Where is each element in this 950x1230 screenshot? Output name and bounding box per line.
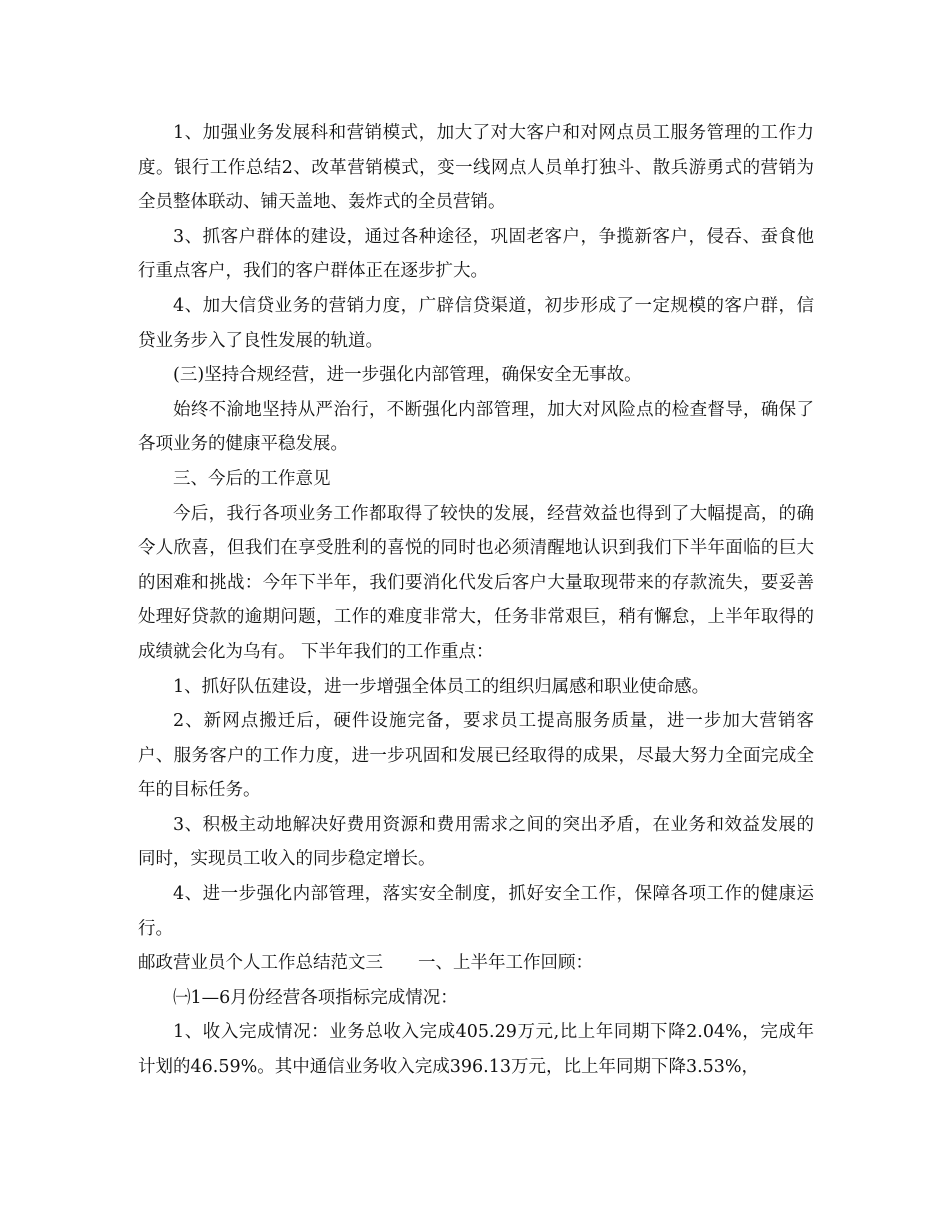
paragraph-8: 1、抓好队伍建设，进一步增强全体员工的组织归属感和职业使命感。	[173, 676, 710, 697]
paragraph-7: 今后，我行各项业务工作都取得了较快的发展，经营效益也得到了大幅提高，的确令人欣喜，但我们在享受胜利的喜悦的同时也必须清醒地认识到我们下半年面临的巨大的困难和挑战：今年下半年，我们要消化代发后客户大量取现带来的存款流失，要妥善处理好贷款的逾期问题，工作的难度非常大，任务非常艰巨，稍有懈怠，上半年取得的成绩就会化为乌有。 下半年我们的工作重点：	[138, 503, 814, 662]
paragraph-5: 始终不渝地坚持从严治行，不断强化内部管理，加大对风险点的检查督导，确保了各项业务的健康平稳发展。	[138, 399, 814, 455]
section-heading-compliance: (三)坚持合规经营，进一步强化内部管理，确保安全无事故。	[173, 365, 642, 386]
paragraph-10: 3、积极主动地解决好费用资源和费用需求之间的突出矛盾，在业务和效益发展的同时，实现员工收入的同步稳定增长。	[138, 814, 814, 870]
paragraph-14: 1、收入完成情况：业务总收入完成405.29万元,比上年同期下降2.04%，完成年计划的46.59%。其中通信业务收入完成396.13万元，比上年同期下降3.53%，	[138, 1022, 814, 1078]
section-title-sample-three: 邮政营业员个人工作总结范文三 一、上半年工作回顾：	[138, 953, 593, 974]
paragraph-11: 4、进一步强化内部管理，落实安全制度，抓好安全工作，保障各项工作的健康运行。	[138, 884, 814, 939]
section-heading-future-work: 三、今后的工作意见	[173, 468, 331, 489]
document-body	[138, 116, 814, 1085]
paragraph-3: 4、加大信贷业务的营销力度，广辟信贷渠道，初步形成了一定规模的客户群，信贷业务步入了良性发展的轨道。	[138, 295, 814, 351]
paragraph-2: 3、抓客户群体的建设，通过各种途径，巩固老客户，争揽新客户，侵吞、蚕食他行重点客户，我们的客户群体正在逐步扩大。	[138, 226, 814, 282]
section-heading-indicators: ㈠1—6月份经营各项指标完成情况：	[173, 987, 458, 1008]
paragraph-9: 2、新网点搬迁后，硬件设施完备，要求员工提高服务质量，进一步加大营销客户、服务客户的工作力度，进一步巩固和发展已经取得的成果，尽最大努力全面完成全年的目标任务。	[138, 711, 814, 801]
paragraph-1: 1、加强业务发展科和营销模式，加大了对大客户和对网点员工服务管理的工作力度。银行工作总结2、改革营销模式，变一线网点人员单打独斗、散兵游勇式的营销为全员整体联动、铺天盖地、轰炸式的全员营销。	[138, 123, 814, 213]
